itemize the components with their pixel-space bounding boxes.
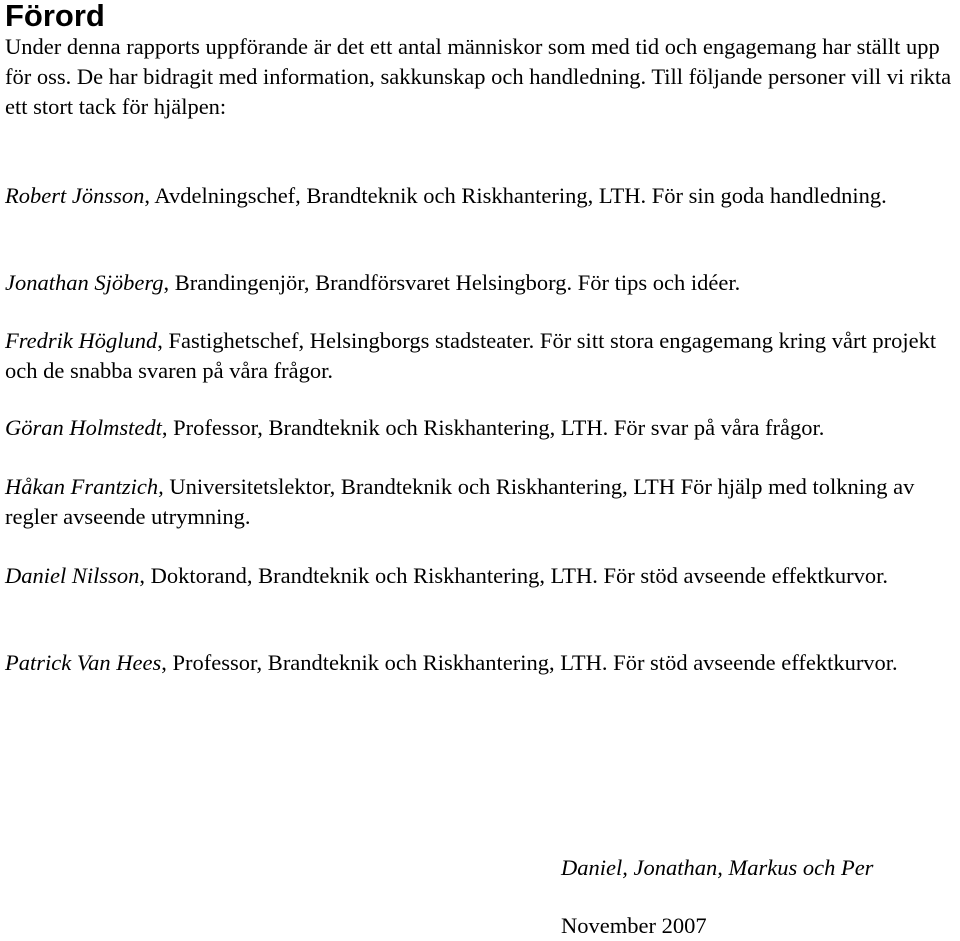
acknowledgement-patrick	[5, 648, 955, 678]
person-name: Fredrik Höglund	[5, 328, 158, 353]
intro-paragraph: Under denna rapports uppförande är det ett antal människor som med tid och engagemang har ställt upp för oss. De har bidragit med information, sakkunskap och handledning. Till följande personer vill vi rikta ett stort tack för hjälpen:	[5, 34, 952, 119]
acknowledgement-text: , Avdelningschef, Brandteknik och Riskhantering, LTH. För sin goda handledning.	[144, 183, 887, 208]
page-title: Förord	[5, 0, 105, 33]
acknowledgement-goran	[5, 413, 955, 443]
person-name: Robert Jönsson	[5, 183, 145, 208]
person-name: Patrick Van Hees	[5, 650, 162, 675]
acknowledgement-text: , Professor, Brandteknik och Riskhantering, LTH. För stöd avseende effektkurvor.	[161, 650, 898, 675]
acknowledgement-fredrik	[5, 326, 955, 386]
acknowledgement-text: , Doktorand, Brandteknik och Riskhantering, LTH. För stöd avseende effektkurvor.	[139, 563, 888, 588]
acknowledgement-robert	[5, 181, 955, 211]
acknowledgement-daniel	[5, 561, 955, 591]
person-name: Håkan Frantzich,	[5, 474, 164, 499]
acknowledgement-hakan	[5, 472, 955, 532]
person-name: Göran Holmstedt	[5, 415, 162, 440]
signature-date: November 2007	[561, 913, 707, 938]
signature-authors: Daniel, Jonathan, Markus och Per	[561, 855, 874, 880]
person-name: Jonathan Sjöberg	[5, 270, 164, 295]
acknowledgement-text: , Brandingenjör, Brandförsvaret Helsingborg. För tips och idéer.	[163, 270, 741, 295]
person-name: Daniel Nilsson	[5, 563, 140, 588]
acknowledgement-text: Universitetslektor, Brandteknik och Riskhantering, LTH För hjälp med tolkning av regler avseende utrymning.	[5, 474, 915, 529]
acknowledgement-text: , Fastighetschef, Helsingborgs stadsteater. För sitt stora engagemang kring vårt projekt och de snabba svaren på våra frågor.	[5, 328, 937, 383]
acknowledgement-text: , Professor, Brandteknik och Riskhantering, LTH. För svar på våra frågor.	[161, 415, 825, 440]
acknowledgement-jonathan	[5, 268, 955, 298]
